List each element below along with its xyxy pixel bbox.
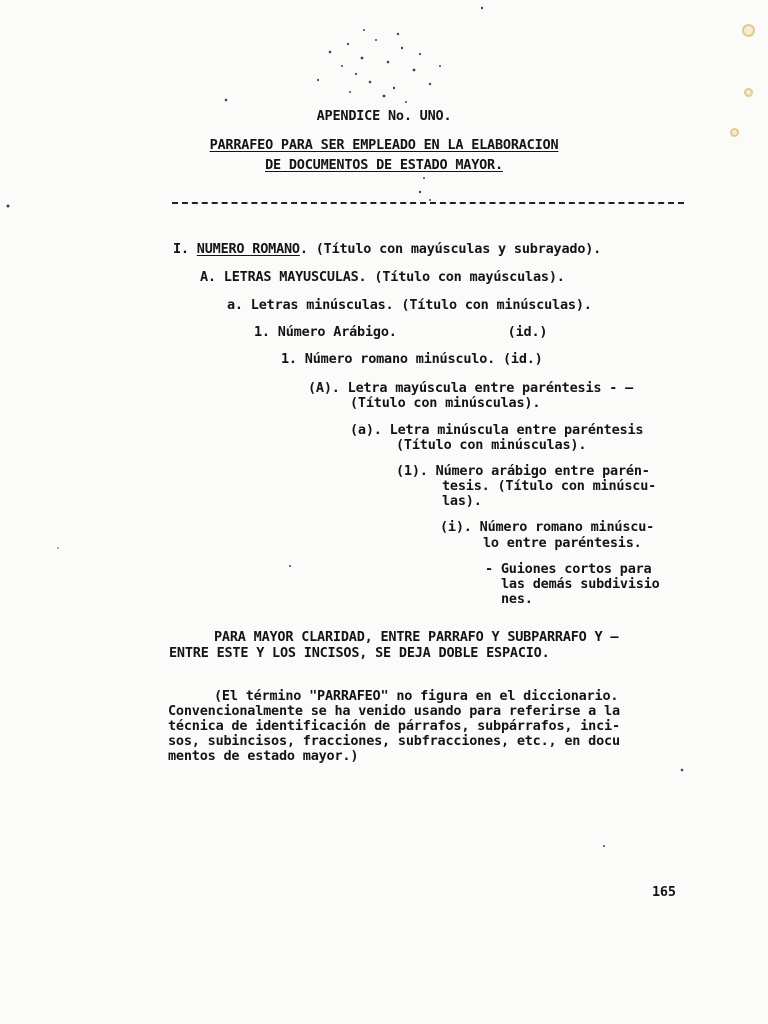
outline-level-1-note: . (Título con mayúsculas y subrayado). [299, 241, 602, 257]
outline-level-2: A. LETRAS MAYUSCULAS. (Título con mayúsculas). [200, 269, 565, 285]
title-line-2: DE DOCUMENTOS DE ESTADO MAYOR. [265, 157, 503, 173]
paper-stain [744, 88, 753, 97]
outline-level-5: 1. Número romano minúsculo. (id.) [281, 351, 543, 367]
paper-stain [730, 128, 739, 137]
outline-level-8-line-1: (1). Número arábigo entre parén- [396, 463, 650, 479]
outline-level-4: 1. Número Arábigo. (id.) [254, 324, 548, 340]
outline-level-1-number: I. [173, 241, 197, 257]
outline-level-10-line-1: - Guiones cortos para [485, 561, 652, 577]
outline-level-10-line-3: nes. [501, 591, 533, 607]
dashed-separator [172, 202, 684, 204]
outline-level-3: a. Letras minúsculas. (Título con minúsculas). [227, 297, 592, 313]
definition-note-line-2: Convencionalmente se ha venido usando para referirse a la [168, 703, 620, 719]
spacing-note-line-1: PARA MAYOR CLARIDAD, ENTRE PARRAFO Y SUBPARRAFO Y — [214, 629, 619, 645]
outline-level-9-line-1: (i). Número romano minúscu- [440, 519, 655, 535]
outline-level-6-line-1: (A). Letra mayúscula entre paréntesis - — [308, 380, 634, 396]
definition-note-line-4: sos, subincisos, fracciones, subfracciones, etc., en docu [168, 733, 620, 749]
outline-level-1 [173, 241, 601, 257]
definition-note-line-5: mentos de estado mayor.) [168, 748, 359, 764]
outline-level-10-line-2: las demás subdivisio [501, 576, 660, 592]
outline-level-7-line-1: (a). Letra minúscula entre paréntesis [350, 422, 644, 438]
outline-level-1-title: NUMERO ROMANO [196, 241, 300, 257]
appendix-heading: APENDICE No. UNO. [316, 108, 452, 124]
outline-level-9-line-2: lo entre paréntesis. [483, 535, 642, 551]
paper-stain [742, 24, 755, 37]
spacing-note-line-2: ENTRE ESTE Y LOS INCISOS, SE DEJA DOBLE ESPACIO. [169, 645, 550, 661]
page-number: 165 [652, 884, 676, 900]
outline-level-6-line-2: (Título con minúsculas). [350, 395, 541, 411]
outline-level-8-line-3: las). [442, 493, 482, 509]
title-line-1: PARRAFEO PARA SER EMPLEADO EN LA ELABORACION [209, 137, 559, 153]
definition-note-line-3: técnica de identificación de párrafos, subpárrafos, inci- [168, 718, 620, 734]
definition-note-line-1: (El término "PARRAFEO" no figura en el diccionario. [214, 688, 619, 704]
outline-level-7-line-2: (Título con minúsculas). [396, 437, 587, 453]
outline-level-8-line-2: tesis. (Título con minúscu- [442, 478, 657, 494]
